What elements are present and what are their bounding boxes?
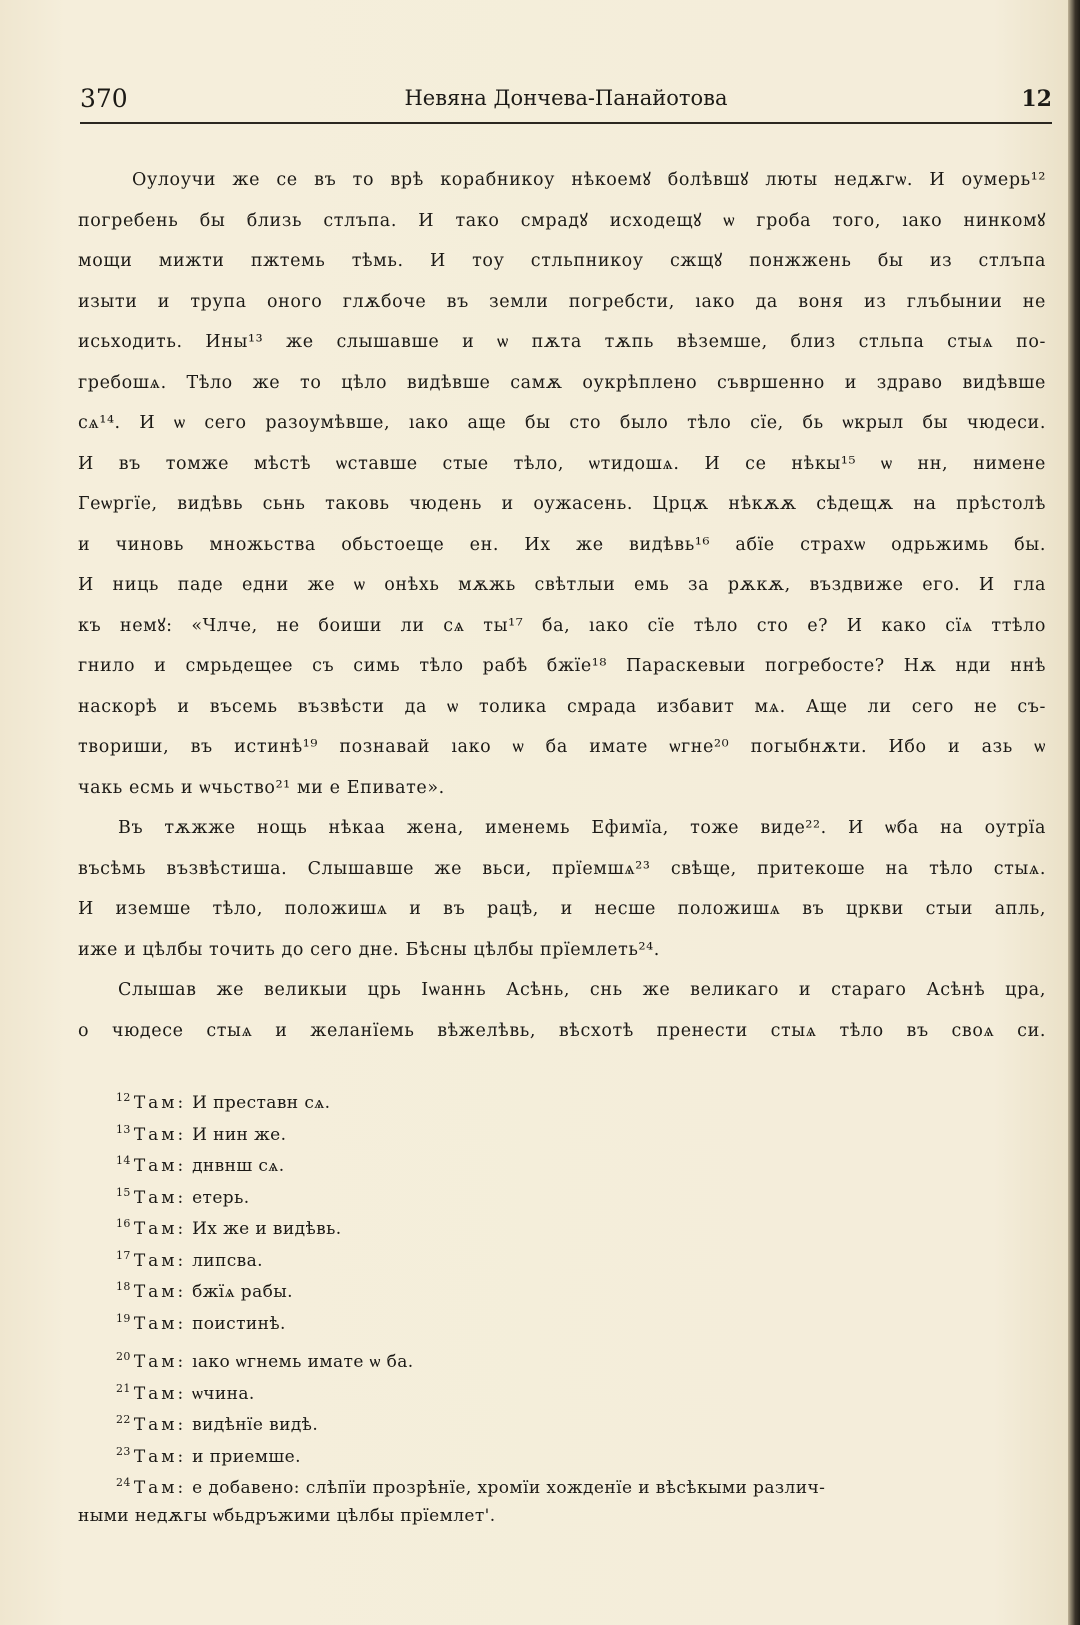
footnote-label: Там: — [133, 1093, 187, 1113]
footnote-number: 12 — [116, 1091, 131, 1104]
footnote-text: бжїѧ рабы. — [192, 1282, 293, 1302]
footnote-text: и приемше. — [192, 1446, 301, 1467]
footnote-number: 13 — [116, 1122, 131, 1136]
main-text — [78, 160, 1046, 1051]
footnote-label: Там: — [133, 1446, 187, 1467]
header-right-marker: 12 — [1021, 86, 1052, 112]
footnote-number: 15 — [116, 1185, 131, 1199]
text-line: твориши, въ истинѣ¹⁹ познавай ıако ѡ ба имате ѡгне²⁰ погыбнѫти. Ибо и азь ѡ — [78, 737, 1046, 757]
footnote — [78, 1404, 1046, 1436]
footnote-text: поистинѣ. — [192, 1313, 286, 1334]
footnote — [78, 1208, 1046, 1240]
footnote-label: Там: — [133, 1250, 187, 1271]
footnote-text: И нин же. — [192, 1124, 287, 1145]
text-line: изыти и трупа оного глѫбоче въ земли погребсти, ıако да воня из глъбынии не — [78, 291, 1046, 312]
footnote-text: видѣнїе видѣ. — [192, 1415, 319, 1435]
footnote-continuation: ными недѫгы ѡбьдръжими цѣлбы прїемлет'. — [78, 1505, 496, 1526]
text-line: Въ тѫжже нощь нѣкаа жена, именемь Ефимїа, тоже виде²². И ѡба на оутрїа — [118, 818, 1046, 838]
text-line: о чюдесе стыѧ и желанїемь вѣжелѣвь, вѣсхотѣ пренести стыѧ тѣло въ своѧ си. — [78, 1020, 1046, 1041]
footnote — [78, 1145, 1046, 1177]
text-line: гребошѧ. Тѣло же то цѣло видѣвше самѫ оукрѣплено съвршенно и здраво видѣвше — [78, 372, 1046, 393]
text-line: И ниць паде едни же ѡ онѣхь мѫжь свѣтлыи емь за рѫкѫ, въздвиже его. И гла — [78, 575, 1046, 595]
text-line: въсѣмь възвѣстиша. Слышавше же вьси, прїемшѧ²³ свѣще, притекоше на тѣло стыѧ. — [78, 858, 1046, 879]
text-line: погребень бы близь стлъпа. И тако смрадꙋ исходещꙋ ѡ гроба того, ıако нинкомꙋ — [78, 210, 1046, 231]
footnote-number: 14 — [116, 1154, 131, 1167]
text-line: исьходить. Ины¹³ же слышавше и ѡ пѫта тѫпь вѣземше, близ стльпа стыѧ по- — [78, 332, 1046, 352]
footnote — [78, 1114, 1046, 1146]
footnote-number: 22 — [116, 1413, 131, 1426]
footnote-text: е добавено: слѣпїи прозрѣнїе, хромїи хожденїе и вѣсѣкыми различ- — [192, 1478, 826, 1498]
footnote-label: Там: — [133, 1352, 187, 1372]
footnotes — [78, 1082, 1046, 1533]
header-rule — [80, 122, 1052, 124]
footnote-label: Там: — [133, 1313, 187, 1334]
footnote — [78, 1240, 1046, 1272]
text-line: къ немꙋ: «Члче, не боиши ли сѧ ты¹⁷ ба, ıако сїе тѣло сто е? И како сїѧ ттѣло — [78, 615, 1046, 636]
footnote-number: 20 — [116, 1350, 131, 1363]
page-number: 370 — [80, 84, 128, 113]
footnote — [78, 1177, 1046, 1209]
footnote — [78, 1303, 1046, 1335]
footnote — [78, 1341, 1046, 1373]
text-line: иже и цѣлбы точить до сего дне. Бѣсны цѣлбы прїемлеть²⁴. — [78, 939, 660, 960]
footnote — [78, 1373, 1046, 1405]
footnote — [78, 1467, 1046, 1499]
book-spine-shadow — [1068, 0, 1080, 1625]
text-line: гнило и смрьдещее съ симь тѣло рабѣ бжїе¹⁸ Параскевыи погребосте? Нѫ нди ннѣ — [78, 656, 1046, 676]
text-line: Слышав же великыи црь Іѡаннь Асѣнь, снь же великаго и стараго Асѣнѣ цра, — [118, 980, 1046, 1000]
running-title: Невяна Дончева-Панайотова — [404, 86, 728, 110]
footnote-number: 16 — [116, 1217, 131, 1230]
footnote-text: етерь. — [192, 1187, 250, 1208]
footnote-label: Там: — [133, 1124, 187, 1145]
footnote-number: 24 — [116, 1476, 131, 1489]
footnote-text: ѡчина. — [192, 1383, 255, 1404]
footnote-text: И преставн сѧ. — [192, 1093, 331, 1113]
footnote-label: Там: — [133, 1282, 187, 1302]
footnote-text: липсва. — [192, 1250, 263, 1271]
footnote — [78, 1082, 1046, 1114]
footnote-label: Там: — [133, 1478, 187, 1498]
footnote-number: 17 — [116, 1248, 131, 1262]
footnote-label: Там: — [133, 1187, 187, 1208]
text-line: сѧ¹⁴. И ѡ сего разоумѣвше, ıако аще бы сто было тѣло сїе, бь ѡкрыл бы чюдеси. — [78, 413, 1046, 433]
footnote-label: Там: — [133, 1383, 187, 1404]
text-line: Геѡргїе, видѣвь сьнь таковь чюдень и оужасень. Црцѫ нѣкѫѫ сѣдещѫ на прѣстолѣ — [78, 494, 1046, 514]
footnote-label: Там: — [133, 1415, 187, 1435]
footnote — [78, 1271, 1046, 1303]
footnote-number: 19 — [116, 1311, 131, 1325]
footnote-text: Их же и видѣвь. — [192, 1219, 342, 1239]
text-line: и чиновь множьства обьстоеще ен. Их же видѣвь¹⁶ абїе страхѡ одрьжимь бы. — [78, 534, 1046, 555]
footnote-number: 23 — [116, 1444, 131, 1458]
footnote-label: Там: — [133, 1219, 187, 1239]
footnote-label: Там: — [133, 1156, 187, 1176]
footnote — [78, 1436, 1046, 1468]
footnote-text: ıако ѡгнемь имате ѡ ба. — [192, 1352, 414, 1372]
footnote-text: днвнш сѧ. — [192, 1156, 285, 1176]
text-line: чакь есмь и ѡчьство²¹ ми е Епивате». — [78, 777, 445, 798]
footnote-number: 21 — [116, 1381, 131, 1395]
text-line: И въ томже мѣстѣ ѡставше стые тѣло, ѡтидошѧ. И се нѣкы¹⁵ ѡ нн, нимене — [78, 453, 1046, 474]
footnote-number: 18 — [116, 1280, 131, 1293]
text-line: И иземше тѣло, положишѧ и въ рацѣ, и несше положишѧ въ цркви стыи апль, — [78, 899, 1046, 919]
text-line: наскорѣ и въсемь възвѣсти да ѡ толика смрада избавит мѧ. Аще ли сего не съ- — [78, 696, 1046, 717]
page-header — [80, 84, 1052, 120]
text-line: мощи мижти пжтемь тѣмь. И тоу стльпникоу сжщꙋ понжжень бы из стлъпа — [78, 251, 1046, 271]
text-line: Оулоучи же се въ то врѣ корабникоу нѣкоемꙋ болѣвшꙋ люты недѫгѡ. И оумерь¹² — [132, 170, 1046, 190]
